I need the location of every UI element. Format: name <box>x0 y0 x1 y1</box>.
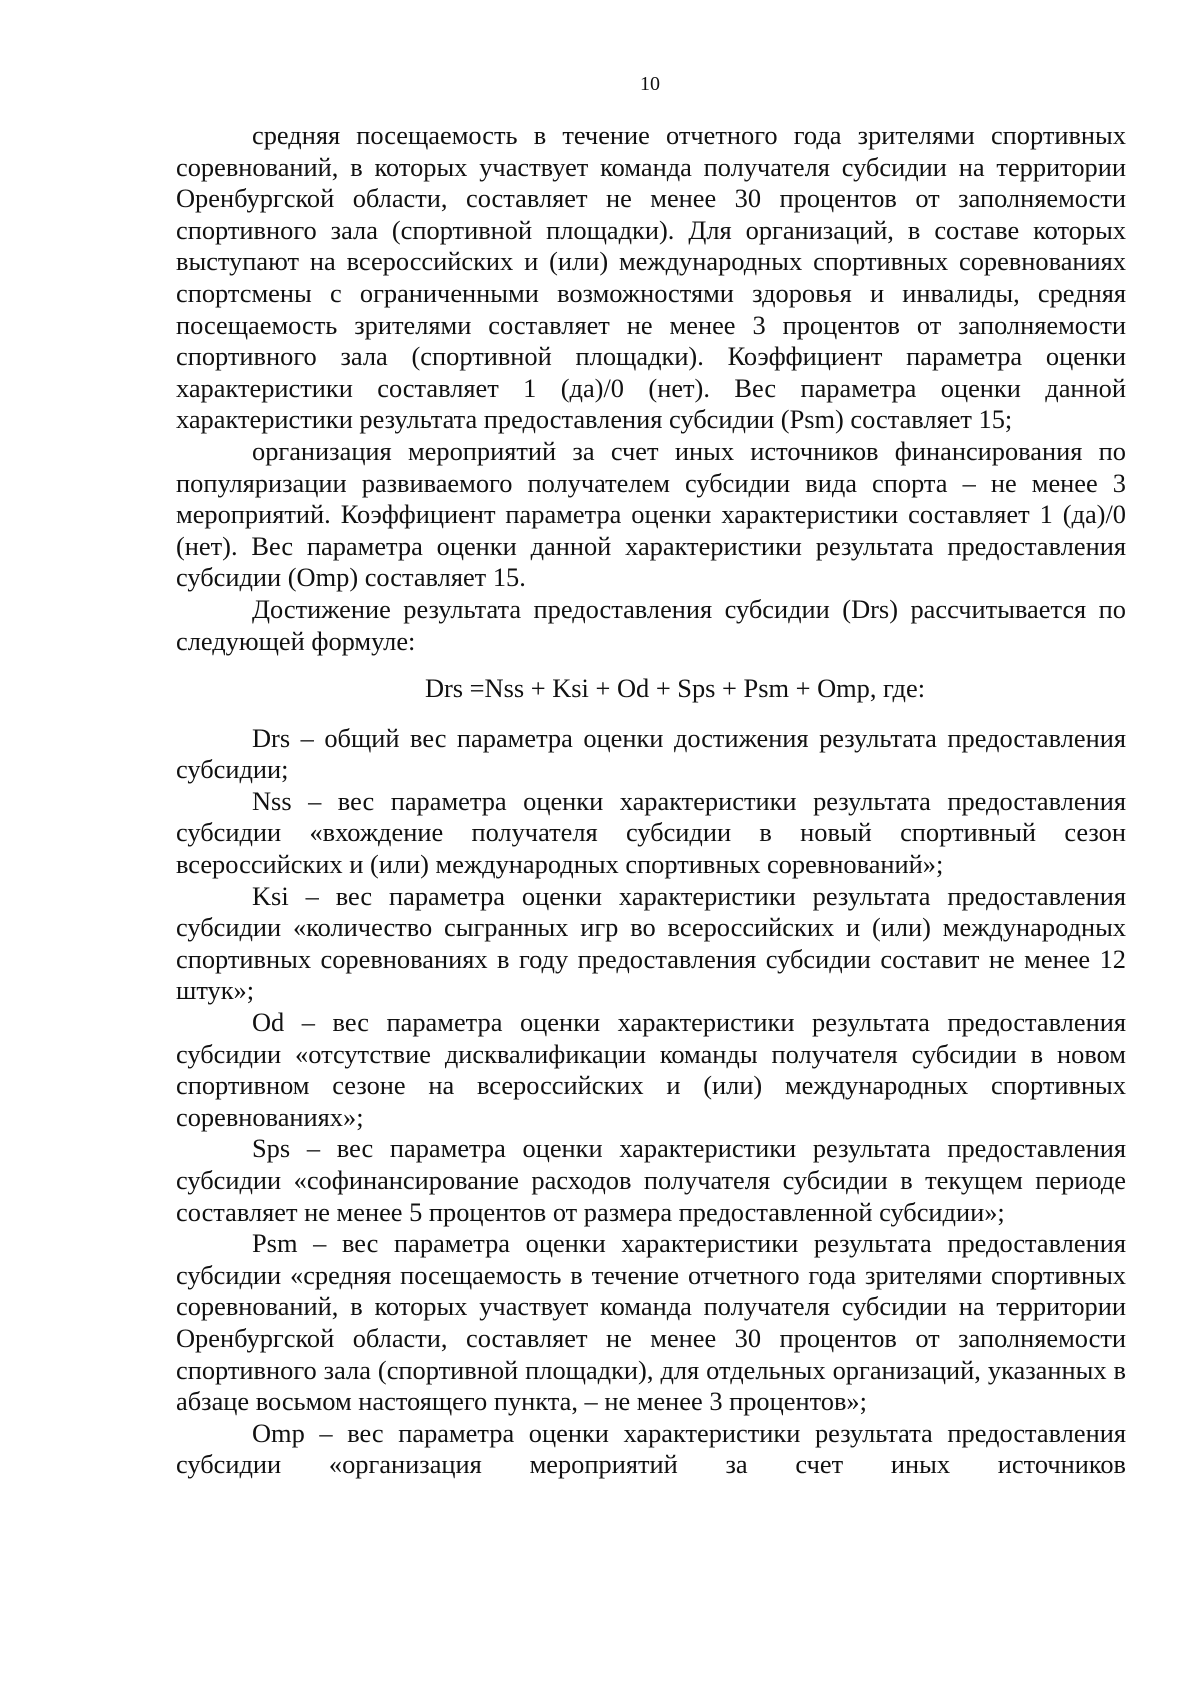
document-body <box>176 120 1126 1481</box>
formula: Drs =Nss + Ksi + Od + Sps + Psm + Omp, где: <box>424 673 926 704</box>
definition-omp: Omp – вес параметра оценки характеристики результата предоставления субсидии «организация мероприятий за счет иных источников <box>176 1417 1126 1480</box>
paragraph-events: организация мероприятий за счет иных источников финансирования по популяризации развиваемого получателем субсидии вида спорта – не менее 3 мероприятий. Коэффициент параметра оценки характеристики составляет 1 (да)/0 (нет). Вес параметра оценки данной характеристики результата предоставления субсидии (Omp) составляет 15. <box>176 435 1126 593</box>
paragraph-formula-intro: Достижение результата предоставления субсидии (Drs) рассчитывается по следующей формуле: <box>176 593 1126 656</box>
definition-drs: Drs – общий вес параметра оценки достижения результата предоставления субсидии; <box>176 722 1126 785</box>
definition-sps: Sps – вес параметра оценки характеристики результата предоставления субсидии «софинансирование расходов получателя субсидии в текущем периоде составляет не менее 5 процентов от размера предоставленной субсидии»; <box>176 1133 1126 1227</box>
definition-od: Od – вес параметра оценки характеристики результата предоставления субсидии «отсутствие дисквалификации команды получателя субсидии в новом спортивном сезоне на всероссийских и (или) международных спортивных соревнованиях»; <box>176 1007 1126 1132</box>
definition-nss: Nss – вес параметра оценки характеристики результата предоставления субсидии «вхождение получателя субсидии в новый спортивный сезон всероссийских и (или) международных спортивных соревнований»; <box>176 785 1126 880</box>
paragraph-attendance: средняя посещаемость в течение отчетного года зрителями спортивных соревнований, в которых участвует команда получателя субсидии на территории Оренбургской области, составляет не менее 30 процентов от заполняемости спортивного зала (спортивной площадки). Для организаций, в составе которых выступают на всероссийских и (или) международных спортивных соревнованиях спортсмены с ограниченными возможностями здоровья и инвалиды, средняя посещаемость зрителями составляет не менее 3 процентов от заполняемости спортивного зала (спортивной площадки). Коэффициент параметра оценки характеристики составляет 1 (да)/0 (нет). Вес параметра оценки данной характеристики результата предоставления субсидии (Psm) составляет 15; <box>176 120 1126 435</box>
definition-psm: Psm – вес параметра оценки характеристики результата предоставления субсидии «средняя посещаемость в течение отчетного года зрителями спортивных соревнований, в которых участвует команда получателя субсидии на территории Оренбургской области, составляет не менее 30 процентов от заполняемости спортивного зала (спортивной площадки), для отдельных организаций, указанных в абзаце восьмом настоящего пункта, – не менее 3 процентов»; <box>176 1228 1126 1417</box>
page-number: 10 <box>640 73 660 95</box>
definition-ksi: Ksi – вес параметра оценки характеристики результата предоставления субсидии «количество сыгранных игр во всероссийских и (или) международных спортивных соревнованиях в году предоставления субсидии составит не менее 12 штук»; <box>176 880 1126 1006</box>
